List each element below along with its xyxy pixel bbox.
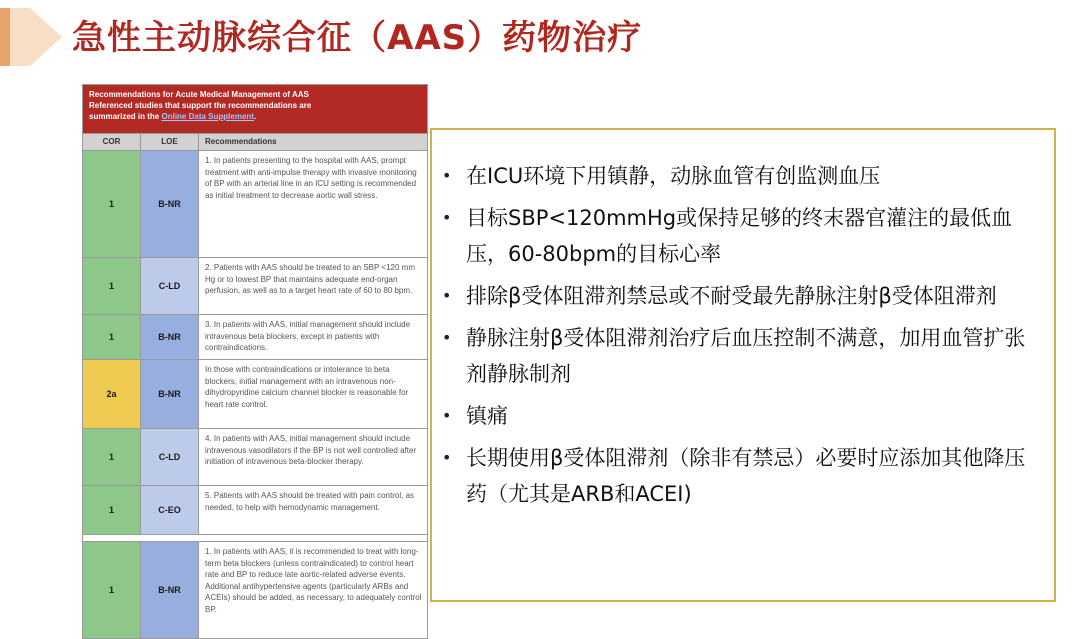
table-row [83,315,427,360]
recommendation-cell: 5. Patients with AAS should be treated with pain control, as needed, to help with hemodynamic management. [205,491,415,512]
cor-cell: 2a [83,360,141,428]
online-data-supplement-link[interactable]: Online Data Supplement [161,112,254,121]
recommendation-cell: 1. In patients with AAS, it is recommended to treat with long-term beta blockers (unless contraindicated) to control heart rate and BP to reduce late aortic-related adverse events. Additional antihypertensive agents (particularly ARBs and ACEIs) should be added, as necessary, to adequately control BP. [205,547,422,614]
key-point-text: 镇痛 [466,404,508,428]
loe-cell: B-NR [141,315,199,359]
key-point-item [440,200,1034,272]
key-point-item [440,158,1034,194]
key-points-box [430,128,1056,602]
guideline-header-line-3 [89,111,421,122]
column-header-cor: COR [83,134,141,150]
table-row [83,360,427,429]
loe-cell: C-LD [141,429,199,485]
loe-cell: B-NR [141,542,199,638]
key-point-item [440,320,1034,392]
cor-cell: 1 [83,429,141,485]
table-row [83,429,427,486]
loe-cell: C-EO [141,486,199,534]
key-point-item [440,440,1034,512]
loe-cell: B-NR [141,151,199,257]
key-point-text: 静脉注射β受体阻滞剂治疗后血压控制不满意，加用血管扩张剂静脉制剂 [466,326,1026,386]
column-header-recommendations: Recommendations [205,137,277,146]
bullet-dot-icon: • [442,406,452,425]
table-row [83,486,427,534]
loe-cell: B-NR [141,360,199,428]
recommendation-cell: 4. In patients with AAS, initial management should include intravenous vasodilators if the BP is not well controlled after initiation of intravenous beta-blocker therapy. [205,434,417,466]
loe-cell: C-LD [141,258,199,314]
guideline-header-prefix: summarized in the [89,112,160,121]
table-row-long-term [83,542,427,638]
recommendation-cell: In those with contraindications or intolerance to beta blockers, initial management with an intravenous non-dihydropyridine calcium channel blocker is reasonable for heart rate control. [205,365,409,409]
column-header-loe: LOE [141,134,199,150]
table-column-headers [83,133,427,151]
recommendation-cell: 1. In patients presenting to the hospital with AAS, prompt treatment with anti-impulse therapy with invasive monitoring of BP with an arterial line in an ICU setting is recommended as initial treatment to decrease aortic wall stress. [205,156,417,200]
bullet-dot-icon: • [442,208,452,227]
key-points-list [440,158,1034,512]
recommendation-cell: 2. Patients with AAS should be treated to an SBP <120 mm Hg or to lowest BP that maintains adequate end-organ perfusion, as well as to a target heart rate of 60 to 80 bpm. [205,263,415,295]
key-point-text: 排除β受体阻滞剂禁忌或不耐受最先静脉注射β受体阻滞剂 [466,284,997,308]
key-point-item [440,278,1034,314]
cor-cell: 1 [83,315,141,359]
table-body [83,151,427,534]
table-row [83,258,427,315]
guideline-table-header [83,85,427,133]
page-title: 急性主动脉综合征（AAS）药物治疗 [72,18,643,58]
guideline-header-line-1: Recommendations for Acute Medical Management of AAS [89,90,309,99]
key-point-text: 长期使用β受体阻滞剂（除非有禁忌）必要时应添加其他降压药（尤其是ARB和ACEI) [466,446,1026,506]
key-point-text: 在ICU环境下用镇静，动脉血管有创监测血压 [466,164,881,188]
cor-cell: 1 [83,258,141,314]
guideline-header-suffix: . [253,112,257,121]
cor-cell: 1 [83,486,141,534]
cor-cell: 1 [83,542,141,638]
guideline-header-line-2: Referenced studies that support the recommendations are [89,101,312,110]
chevron-arrow-icon [0,8,62,66]
key-point-text: 目标SBP<120mmHg或保持足够的终末器官灌注的最低血压，60-80bpm的目标心率 [466,206,1013,266]
cor-cell: 1 [83,151,141,257]
bullet-dot-icon: • [442,448,452,467]
bullet-dot-icon: • [442,286,452,305]
guideline-table [82,84,428,639]
table-divider [83,534,427,542]
key-point-item [440,398,1034,434]
recommendation-cell: 3. In patients with AAS, initial management should include intravenous beta blockers, except in patients with contraindications. [205,320,411,352]
bullet-dot-icon: • [442,328,452,347]
table-row [83,151,427,258]
bullet-dot-icon: • [442,166,452,185]
